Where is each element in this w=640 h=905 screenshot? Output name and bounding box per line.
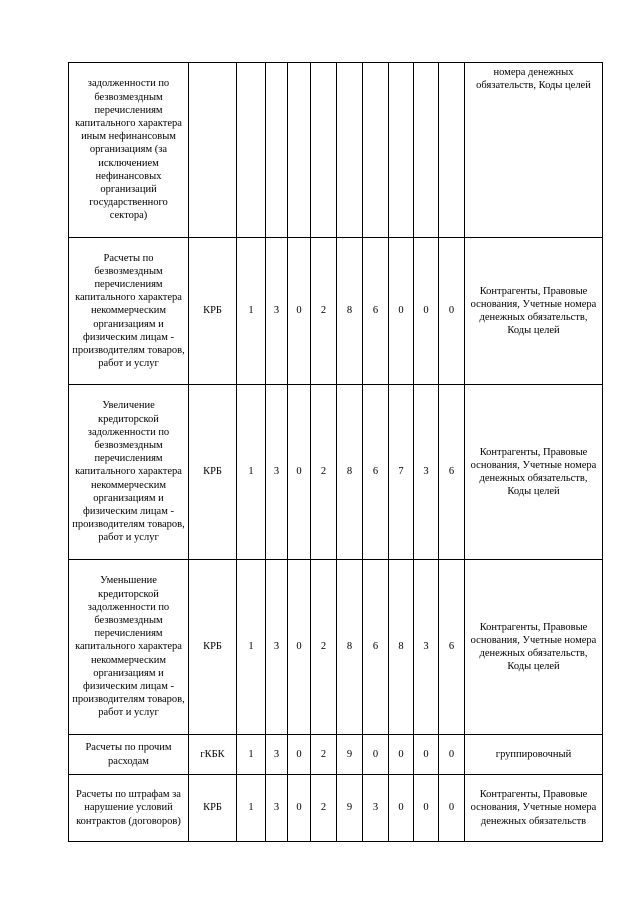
code-digit: 6 (439, 385, 465, 560)
code-digit: 3 (266, 385, 288, 560)
code-digit: 8 (337, 385, 363, 560)
analytic-attributes: Контрагенты, Правовые основания, Учетные номера денежных обязательств, Коды целей (465, 385, 603, 560)
code-digit: 0 (439, 735, 465, 775)
code-digit: 0 (389, 775, 414, 842)
account-name: Уменьшение кредиторской задолженности по безвозмездным перечислениям капитального характера некоммерческим организациям и физическим лицам - производителям товаров, работ и услуг (69, 560, 189, 735)
code-digit: 6 (363, 238, 389, 385)
analytic-attributes: Контрагенты, Правовые основания, Учетные номера денежных обязательств, Коды целей (465, 238, 603, 385)
analytic-attributes: Контрагенты, Правовые основания, Учетные номера денежных обязательств (465, 775, 603, 842)
code-digit: 1 (237, 735, 266, 775)
account-name: задолженности по безвозмездным перечислениям капитального характера иным нефинансовым организациям (за исключением нефинансовых организаций государственного сектора) (69, 63, 189, 238)
code-digit (389, 63, 414, 238)
code-digit: 3 (414, 385, 439, 560)
category-code: КРБ (189, 560, 237, 735)
analytic-attributes: группировочный (465, 735, 603, 775)
accounts-table (68, 62, 603, 842)
account-name: Расчеты по штрафам за нарушение условий контрактов (договоров) (69, 775, 189, 842)
code-digit: 2 (311, 385, 337, 560)
code-digit: 6 (363, 560, 389, 735)
table-row (69, 238, 603, 385)
code-digit (337, 63, 363, 238)
category-code: гКБК (189, 735, 237, 775)
code-digit: 8 (337, 238, 363, 385)
code-digit (311, 63, 337, 238)
code-digit (266, 63, 288, 238)
code-digit: 7 (389, 385, 414, 560)
code-digit: 9 (337, 775, 363, 842)
code-digit: 0 (363, 735, 389, 775)
code-digit: 0 (288, 385, 311, 560)
category-code (189, 63, 237, 238)
code-digit: 2 (311, 560, 337, 735)
code-digit: 0 (414, 238, 439, 385)
account-name: Расчеты по безвозмездным перечислениям капитального характера некоммерческим организациям и физическим лицам - производителям товаров, работ и услуг (69, 238, 189, 385)
code-digit (439, 63, 465, 238)
code-digit: 3 (363, 775, 389, 842)
table-row (69, 560, 603, 735)
code-digit: 1 (237, 560, 266, 735)
analytic-attributes: номера денежных обязательств, Коды целей (465, 63, 603, 238)
code-digit: 6 (363, 385, 389, 560)
code-digit: 0 (288, 735, 311, 775)
code-digit (363, 63, 389, 238)
code-digit: 1 (237, 775, 266, 842)
code-digit: 3 (266, 238, 288, 385)
code-digit: 8 (389, 560, 414, 735)
account-name: Расчеты по прочим расходам (69, 735, 189, 775)
code-digit: 0 (439, 238, 465, 385)
category-code: КРБ (189, 238, 237, 385)
code-digit: 9 (337, 735, 363, 775)
code-digit: 0 (414, 775, 439, 842)
code-digit: 0 (439, 775, 465, 842)
code-digit: 1 (237, 238, 266, 385)
code-digit: 2 (311, 238, 337, 385)
table-row (69, 775, 603, 842)
code-digit: 8 (337, 560, 363, 735)
code-digit: 3 (266, 735, 288, 775)
code-digit: 0 (288, 560, 311, 735)
code-digit: 0 (389, 238, 414, 385)
table-row (69, 63, 603, 238)
code-digit: 0 (288, 775, 311, 842)
account-name: Увеличение кредиторской задолженности по безвозмездным перечислениям капитального характера некоммерческим организациям и физическим лицам - производителям товаров, работ и услуг (69, 385, 189, 560)
table-row (69, 385, 603, 560)
code-digit: 1 (237, 385, 266, 560)
code-digit: 3 (414, 560, 439, 735)
category-code: КРБ (189, 385, 237, 560)
code-digit (414, 63, 439, 238)
code-digit: 2 (311, 775, 337, 842)
code-digit: 2 (311, 735, 337, 775)
code-digit: 6 (439, 560, 465, 735)
code-digit: 0 (389, 735, 414, 775)
code-digit: 0 (414, 735, 439, 775)
analytic-attributes: Контрагенты, Правовые основания, Учетные номера денежных обязательств, Коды целей (465, 560, 603, 735)
code-digit: 3 (266, 775, 288, 842)
code-digit: 3 (266, 560, 288, 735)
category-code: КРБ (189, 775, 237, 842)
code-digit: 0 (288, 238, 311, 385)
code-digit (237, 63, 266, 238)
table-row (69, 735, 603, 775)
code-digit (288, 63, 311, 238)
